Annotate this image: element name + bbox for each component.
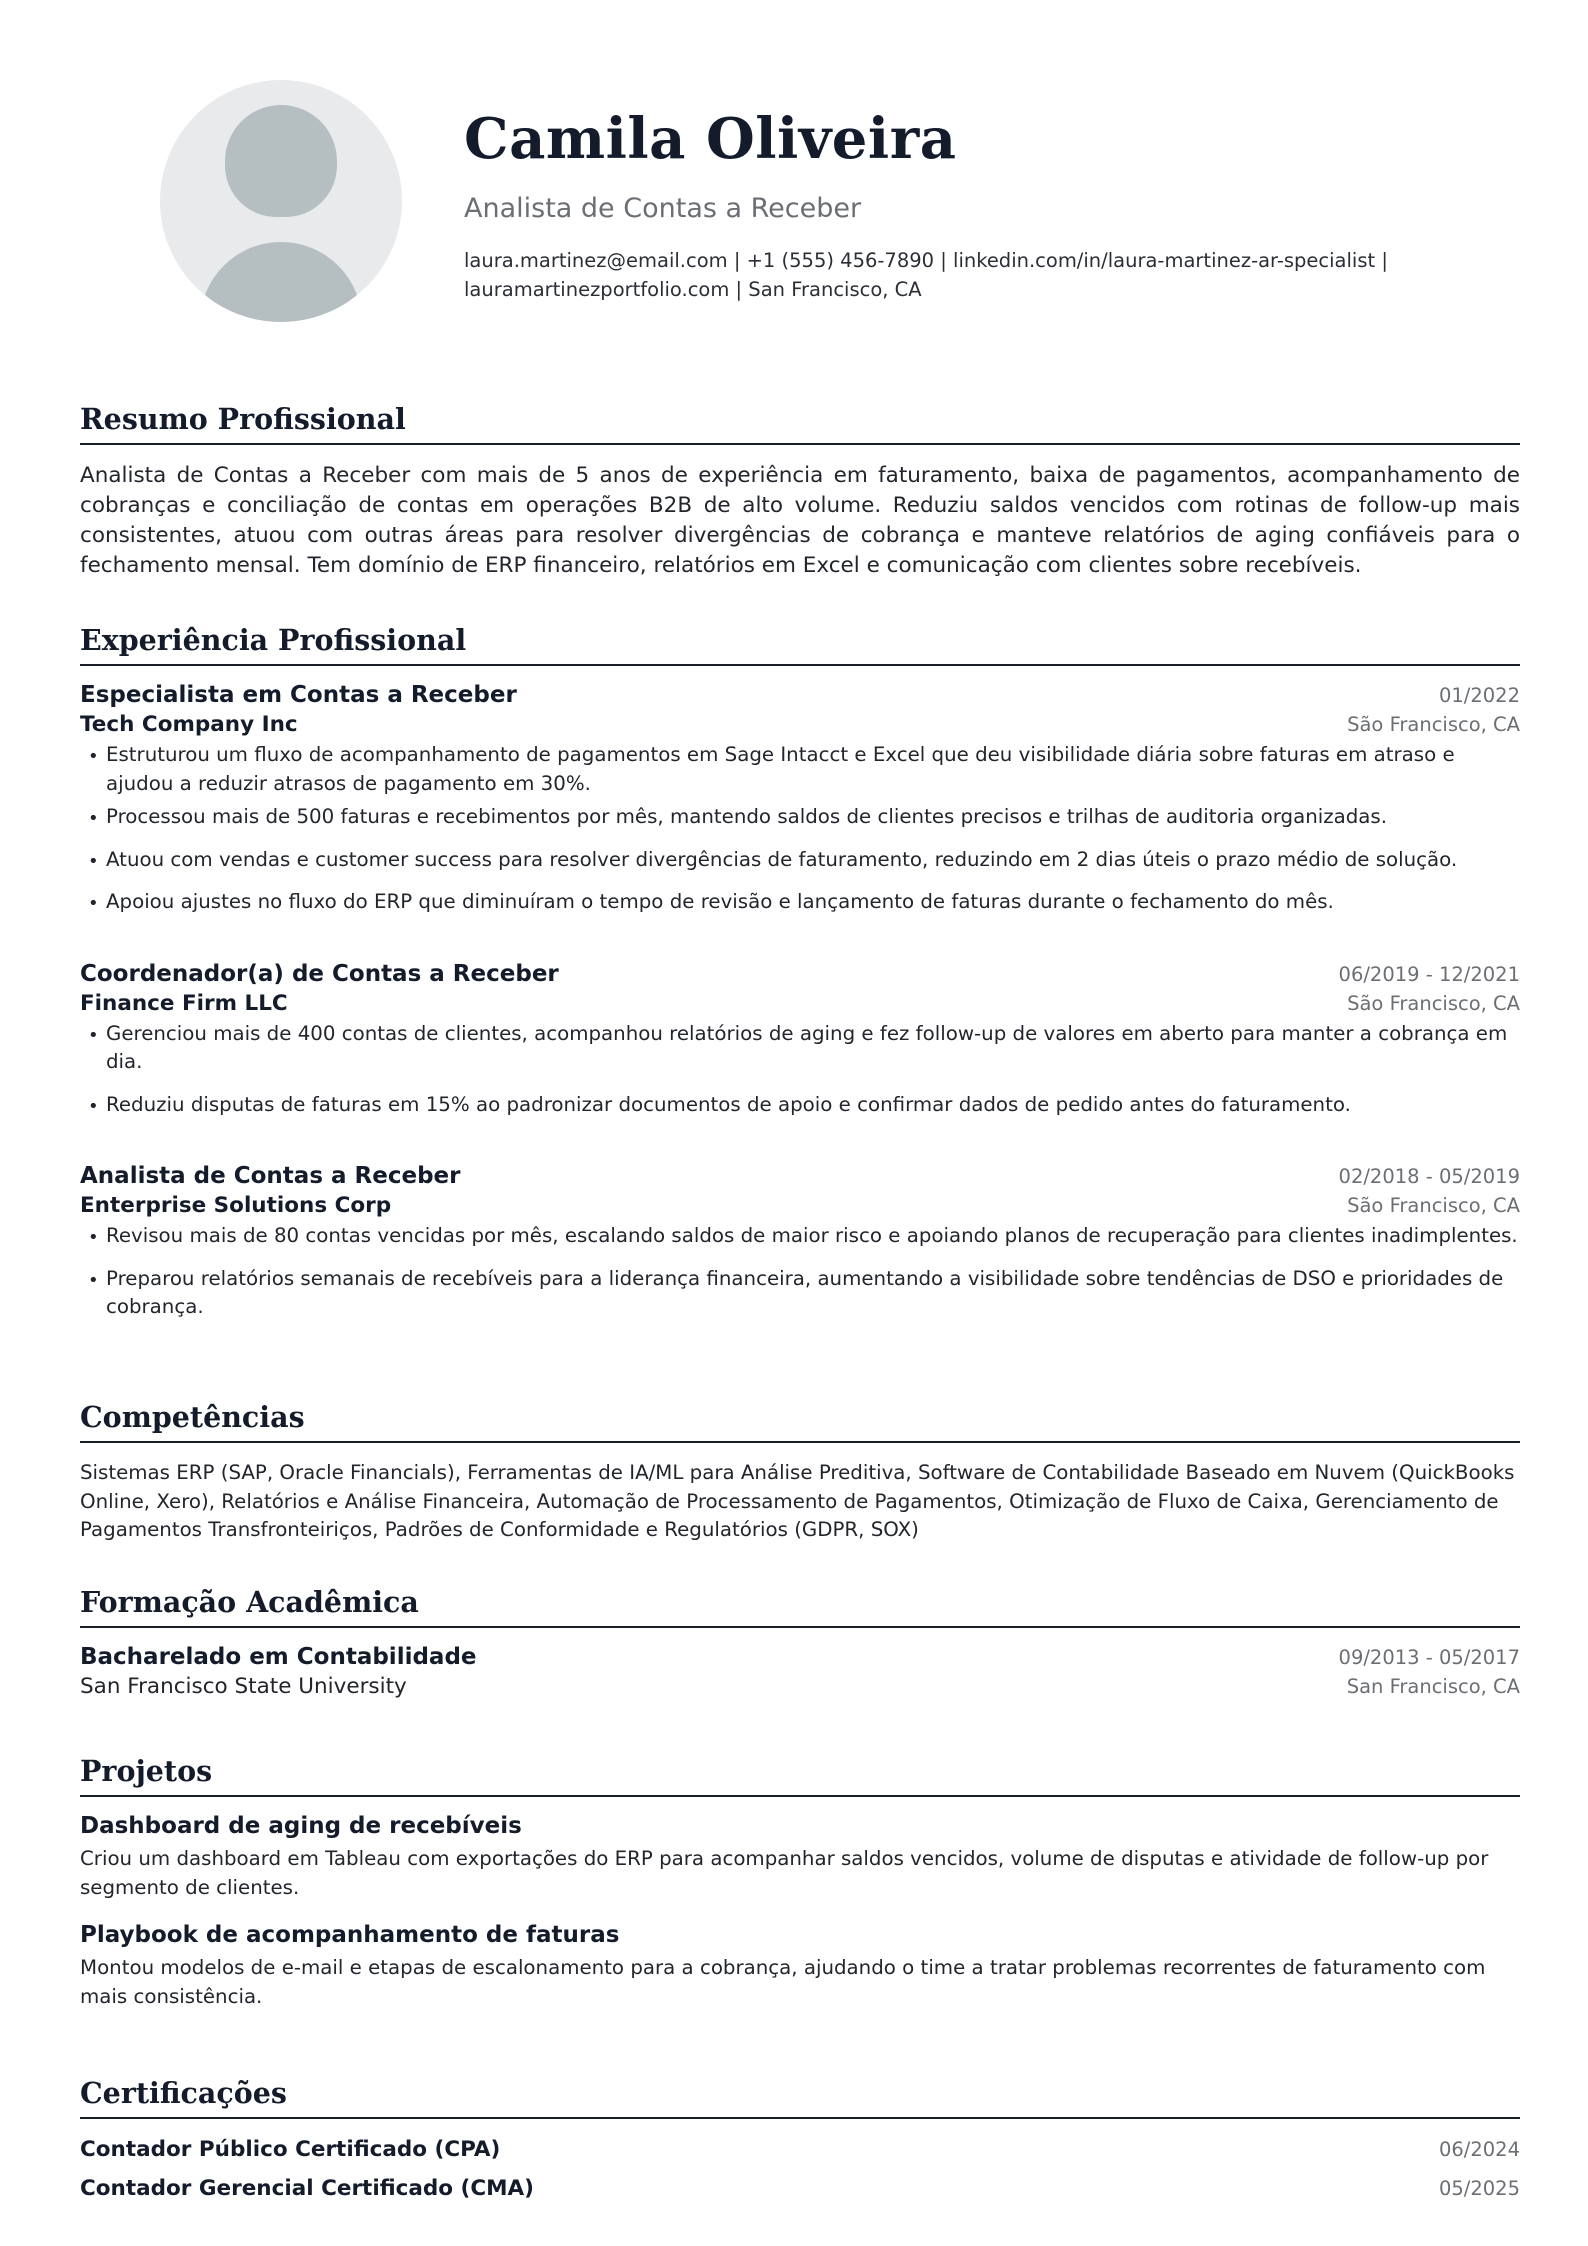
- avatar-head-shape: [225, 105, 337, 217]
- candidate-title: Analista de Contas a Receber: [464, 193, 862, 224]
- education-school: San Francisco State University: [80, 1674, 407, 1699]
- education-section: [80, 1585, 1520, 1699]
- job-bullets: [80, 741, 1520, 917]
- job-bullets: [80, 1020, 1520, 1120]
- project-description: Montou modelos de e-mail e etapas de escalonamento para a cobrança, ajudando o time a tratar problemas recorrentes de faturamento com mais consistência.: [80, 1956, 1486, 2008]
- job-date: 01/2022: [1438, 684, 1520, 707]
- project-description: Criou um dashboard em Tableau com exportações do ERP para acompanhar saldos vencidos, volume de disputas e atividade de follow-up por segmento de clientes.: [80, 1847, 1489, 1899]
- job-entry: [80, 1163, 1520, 1322]
- skills-heading: Competências: [80, 1400, 1520, 1443]
- certification-name: Contador Gerencial Certificado (CMA): [80, 2176, 534, 2201]
- job-role: Especialista em Contas a Receber: [80, 682, 517, 708]
- avatar-body-shape: [200, 242, 362, 322]
- summary-section: [80, 402, 1520, 581]
- certification-name: Contador Público Certificado (CPA): [80, 2137, 501, 2162]
- skills-text: Sistemas ERP (SAP, Oracle Financials), Ferramentas de IA/ML para Análise Preditiva, Software de Contabilidade Baseado em Nuvem (QuickBooks Online, Xero), Relatórios e Análise Financeira, Automação de Processamento de Pagamentos, Otimização de Fluxo de Caixa, Gerenciamento de Pagamentos Transfronteiriços, Padrões de Conformidade e Regulatórios (GDPR, SOX): [80, 1461, 1515, 1541]
- project-entry: [80, 1813, 1520, 1902]
- job-bullet: • Processou mais de 500 faturas e recebimentos por mês, mantendo saldos de clientes precisos e trilhas de auditoria organizadas.: [80, 803, 1520, 832]
- certifications-heading: Certificações: [80, 2076, 1520, 2119]
- job-bullet: • Reduziu disputas de faturas em 15% ao padronizar documentos de apoio e confirmar dados de pedido antes do faturamento.: [80, 1091, 1520, 1120]
- contact-line-2: lauramartinezportfolio.com | San Francisco, CA: [464, 278, 922, 301]
- education-entry: [80, 1644, 1520, 1699]
- education-degree: Bacharelado em Contabilidade: [80, 1644, 477, 1670]
- job-bullet: • Estruturou um fluxo de acompanhamento de pagamentos em Sage Intacct e Excel que deu visibilidade diária sobre faturas em atraso e ajudou a reduzir atrasos de pagamento em 30%.: [80, 741, 1520, 798]
- experience-section: [80, 623, 1520, 1322]
- experience-heading: Experiência Profissional: [80, 623, 1520, 666]
- job-bullet: • Preparou relatórios semanais de recebíveis para a liderança financeira, aumentando a visibilidade sobre tendências de DSO e prioridades de cobrança.: [80, 1265, 1520, 1322]
- job-entry: [80, 682, 1520, 917]
- job-entry: [80, 961, 1520, 1120]
- job-company: Finance Firm LLC: [80, 990, 288, 1016]
- job-bullets: [80, 1222, 1520, 1322]
- job-bullet: • Gerenciou mais de 400 contas de clientes, acompanhou relatórios de aging e fez follow-up de valores em aberto para manter a cobrança em dia.: [80, 1020, 1520, 1077]
- education-date: 09/2013 - 05/2017: [1338, 1646, 1520, 1669]
- candidate-name: Camila Oliveira: [464, 106, 957, 172]
- projects-heading: Projetos: [80, 1754, 1520, 1797]
- project-title: Dashboard de aging de recebíveis: [80, 1813, 522, 1839]
- certification-date: 06/2024: [1438, 2138, 1520, 2161]
- job-company: Tech Company Inc: [80, 712, 298, 737]
- job-location: São Francisco, CA: [1347, 713, 1520, 736]
- projects-section: [80, 1754, 1520, 2011]
- job-bullet: • Atuou com vendas e customer success para resolver divergências de faturamento, reduzindo em 2 dias úteis o prazo médio de solução.: [80, 846, 1520, 875]
- contact-info: [464, 246, 1424, 304]
- education-location: San Francisco, CA: [1346, 1675, 1520, 1698]
- skills-section: [80, 1400, 1520, 1545]
- resume-header: [80, 0, 1520, 390]
- job-date: 02/2018 - 05/2019: [1338, 1165, 1520, 1188]
- education-heading: Formação Acadêmica: [80, 1585, 1520, 1628]
- certification-date: 05/2025: [1438, 2177, 1520, 2200]
- job-bullet: • Revisou mais de 80 contas vencidas por mês, escalando saldos de maior risco e apoiando planos de recuperação para clientes inadimplentes.: [80, 1222, 1520, 1251]
- job-location: São Francisco, CA: [1347, 991, 1520, 1015]
- contact-line-1: laura.martinez@email.com | +1 (555) 456-7890 | linkedin.com/in/laura-martinez-ar-specialist |: [464, 249, 1388, 272]
- avatar-placeholder-icon: [160, 80, 402, 322]
- job-company: Enterprise Solutions Corp: [80, 1193, 392, 1218]
- summary-text: Analista de Contas a Receber com mais de 5 anos de experiência em faturamento, baixa de pagamentos, acompanhamento de cobranças e conciliação de contas em operações B2B de alto volume. Reduziu saldos vencidos com rotinas de follow-up mais consistentes, atuou com outras áreas para resolver divergências de cobrança e manteve relatórios de aging confiáveis para o fechamento mensal. Tem domínio de ERP financeiro, relatórios em Excel e comunicação com clientes sobre recebíveis.: [80, 463, 1520, 578]
- project-title: Playbook de acompanhamento de faturas: [80, 1922, 620, 1948]
- certification-entry: [80, 2176, 1520, 2201]
- certifications-section: [80, 2076, 1520, 2201]
- job-role: Coordenador(a) de Contas a Receber: [80, 960, 559, 987]
- project-entry: [80, 1922, 1520, 2011]
- summary-heading: Resumo Profissional: [80, 402, 1520, 445]
- job-location: São Francisco, CA: [1347, 1194, 1520, 1217]
- job-bullet: • Apoiou ajustes no fluxo do ERP que diminuíram o tempo de revisão e lançamento de faturas durante o fechamento do mês.: [80, 888, 1520, 917]
- job-date: 06/2019 - 12/2021: [1338, 962, 1520, 986]
- certification-entry: [80, 2137, 1520, 2162]
- job-role: Analista de Contas a Receber: [80, 1163, 461, 1189]
